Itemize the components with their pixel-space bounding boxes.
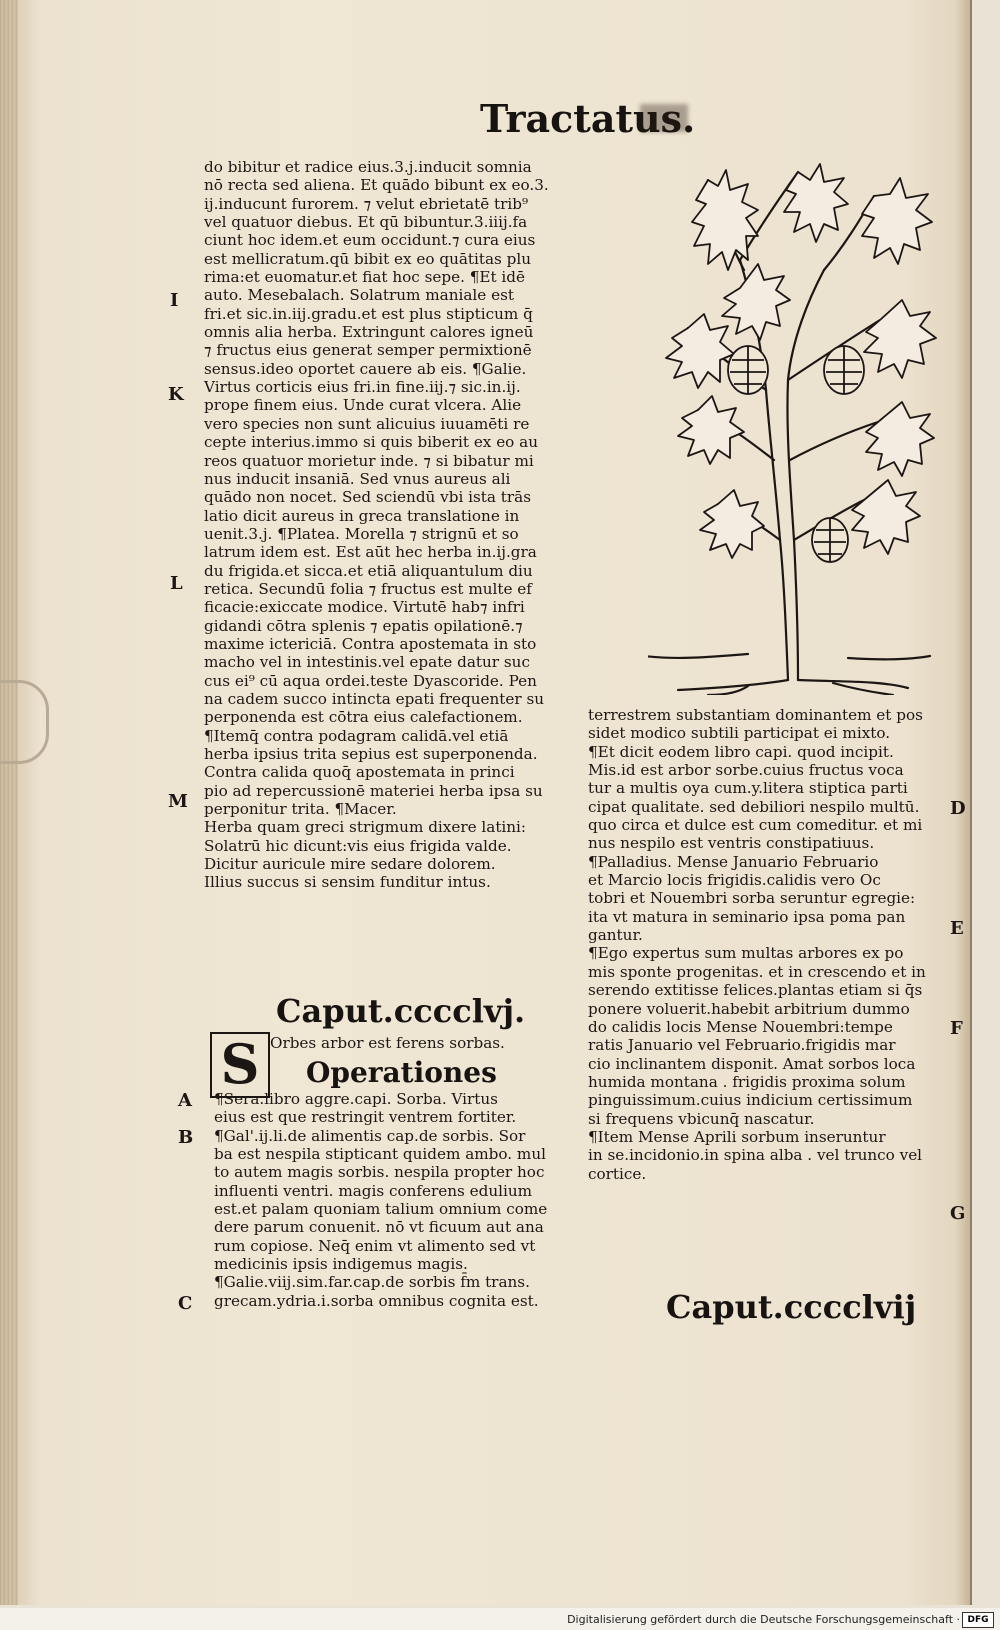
chapter-heading-left: Caput.cccclvj. — [276, 992, 526, 1030]
text-line: sensus.ideo oportet cauere ab eis. ¶Galie. — [204, 359, 527, 378]
text-line: reos quatuor morietur inde. ⁊ si bibatur mi — [204, 451, 534, 470]
text-line: gantur. — [588, 926, 643, 945]
dfg-logo: DFG — [962, 1612, 994, 1628]
text-line: rima:et euomatur.et fiat hoc sepe. ¶Et idē — [204, 268, 525, 287]
text-line: humida montana . frigidis proxima solum — [588, 1072, 906, 1091]
text-line: est mellicratum.qū bibit ex eo quātitas plu — [204, 249, 532, 268]
footer-text: Digitalisierung gefördert durch die Deutsche Forschungsgemeinschaft · — [567, 1613, 960, 1626]
text-line: ¶Galie.viij.sim.far.cap.de sorbis f̄m trans. — [214, 1273, 530, 1292]
text-line: ficacie:exiccate modice. Virtutē hab⁊ infri — [204, 598, 525, 617]
text-line: cipat qualitate. sed debiliori nespilo multū. — [588, 797, 920, 816]
page-edge — [0, 0, 18, 1605]
text-line: gidandi cōtra splenis ⁊ epatis opilationē.⁊ — [204, 616, 523, 635]
text-line: et Marcio locis frigidis.calidis vero Oc — [588, 871, 881, 890]
text-line: na cadem succo intincta epati frequenter su — [204, 689, 545, 708]
text-line: in se.incidonio.in spina alba . vel trunco vel — [588, 1146, 923, 1165]
ink-bleed — [640, 104, 688, 132]
text-line: nus inducit insaniā. Sed vnus aureus ali — [204, 469, 511, 488]
margin-letter: A — [178, 1090, 192, 1111]
left-column — [204, 158, 564, 892]
text-line: eius est que restringit ventrem fortiter. — [214, 1108, 517, 1127]
text-line: cortice. — [588, 1164, 647, 1183]
text-line: macho vel in intestinis.vel epate datur suc — [204, 653, 530, 672]
text-line: terrestrem substantiam dominantem et pos — [588, 706, 923, 724]
chapter-first-line: Orbes arbor est ferens sorbas. — [270, 1034, 505, 1052]
text-line: maxime ictericiā. Contra apostemata in sto — [204, 634, 537, 653]
margin-letter: M — [168, 791, 188, 812]
text-line: cus ei⁹ cū aqua ordei.teste Dyascoride. Pen — [204, 671, 537, 690]
text-line: ba est nespila stipticant quidem ambo. mul — [214, 1145, 546, 1164]
text-line: ciunt hoc idem.et eum occidunt.⁊ cura eius — [204, 231, 536, 250]
text-line: do bibitur et radice eius.3.j.inducit somnia — [204, 158, 532, 176]
text-line: fri.et sic.in.iij.gradu.et est plus stipticum q̄ — [204, 304, 533, 323]
text-line: Illius succus si sensim funditur intus. — [204, 873, 491, 892]
text-line: pinguissimum.cuius indicium certissimum — [588, 1091, 913, 1110]
text-line: perponitur trita. ¶Macer. — [204, 800, 397, 819]
text-line: cio inclinantem disponit. Amat sorbos loca — [588, 1054, 916, 1073]
text-line: quādo non nocet. Sed sciendū vbi ista trās — [204, 488, 531, 507]
text-line: si frequens vbicunq̄ nascatur. — [588, 1109, 815, 1128]
right-column — [588, 706, 948, 1183]
text-line: vel quatuor diebus. Et qū bibuntur.3.iiij.fa — [204, 213, 528, 232]
text-line: omnis alia herba. Extringunt calores igneū — [204, 323, 534, 342]
text-line: Solatrū hic dicunt:vis eius frigida valde. — [204, 836, 512, 855]
text-line: quo circa et dulce est cum comeditur. et mi — [588, 816, 923, 835]
text-line: to autem magis sorbis. nespila propter hoc — [214, 1163, 545, 1182]
text-line: mis sponte progenitas. et in crescendo et in — [588, 962, 926, 981]
running-head: Tractatus. — [480, 96, 696, 141]
text-line: tur a multis oya cum.y.litera stiptica parti — [588, 779, 908, 798]
text-line: auto. Mesebalach. Solatrum maniale est — [204, 286, 514, 305]
text-line: Herba quam greci strigmum dixere latini: — [204, 818, 527, 837]
text-line: du frigida.et sicca.et etiā aliquantulum diu — [204, 561, 533, 580]
text-line: perponenda est cōtra eius calefactionem. — [204, 708, 523, 727]
text-line: prope finem eius. Unde curat vlcera. Alie — [204, 396, 522, 415]
text-line: retica. Secundū folia ⁊ fructus est multe ef — [204, 579, 532, 598]
page-clasp — [0, 680, 49, 764]
margin-letter: B — [178, 1127, 194, 1148]
text-line: ¶Palladius. Mense Januario Februario — [588, 852, 879, 871]
text-line: ¶Sera.libro aggre.capi. Sorba. Virtus — [214, 1090, 498, 1108]
text-line: rum copiose. Neq̄ enim vt alimento sed vt — [214, 1236, 536, 1255]
text-line: influenti ventri. magis conferens edulium — [214, 1181, 533, 1200]
text-line: Contra calida quoq̄ apostemata in princi — [204, 763, 515, 782]
text-line: Dicitur auricule mire sedare dolorem. — [204, 855, 496, 874]
margin-letter: E — [950, 918, 964, 939]
text-line: cepte interius.immo si quis biberit ex eo au — [204, 433, 538, 452]
text-line: ponere voluerit.habebit arbitrium dummo — [588, 999, 910, 1018]
text-line: latrum idem est. Est aūt hec herba in.ij.gra — [204, 543, 537, 562]
text-line: ratis Januario vel Februario.frigidis mar — [588, 1036, 896, 1055]
margin-letter: C — [178, 1293, 193, 1314]
digitization-footer — [0, 1608, 1000, 1630]
text-line: ita vt matura in seminario ipsa poma pan — [588, 907, 906, 926]
text-line: tobri et Nouembri sorba seruntur egregie: — [588, 889, 916, 908]
text-line: ¶Item Mense Aprili sorbum inseruntur — [588, 1127, 886, 1146]
margin-letter: K — [168, 384, 184, 405]
operationes-column — [214, 1090, 564, 1310]
chapter-heading-right: Caput.cccclvij — [666, 1288, 917, 1326]
sorb-tree-woodcut — [648, 160, 948, 695]
text-line: est.et palam quoniam talium omnium come — [214, 1200, 548, 1219]
text-line: ¶Itemq̄ contra podagram calidā.vel etiā — [204, 726, 509, 745]
text-line: vero species non sunt alicuius iuuamēti re — [204, 414, 530, 433]
text-line: ¶Gal'.ij.li.de alimentis cap.de sorbis. Sor — [214, 1126, 526, 1145]
text-line: herba ipsius trita sepius est superponenda. — [204, 745, 538, 763]
text-line: nō recta sed aliena. Et quādo bibunt ex eo.3. — [204, 176, 549, 195]
text-line: uenit.3.j. ¶Platea. Morella ⁊ strignū et so — [204, 524, 519, 543]
decorated-initial: S — [210, 1032, 270, 1098]
text-line: dere parum conuenit. nō vt ficuum aut ana — [214, 1218, 544, 1237]
operationes-heading: Operationes — [306, 1056, 497, 1089]
text-line: serendo extitisse felices.plantas etiam si q̄s — [588, 981, 923, 1000]
text-line: Mis.id est arbor sorbe.cuius fructus voca — [588, 761, 904, 780]
margin-letter: G — [950, 1203, 966, 1224]
text-line: pio ad repercussionē materiei herba ipsa su — [204, 781, 543, 800]
text-line: latio dicit aureus in greca translatione in — [204, 506, 520, 525]
text-line: ¶Ego expertus sum multas arbores ex po — [588, 944, 904, 963]
text-line: grecam.ydria.i.sorba omnibus cognita est. — [214, 1291, 539, 1310]
text-line: ij.inducunt furorem. ⁊ velut ebrietatē trib⁹ — [204, 194, 529, 213]
text-line: Virtus corticis eius fri.in fine.iij.⁊ sic.in.ij. — [204, 378, 521, 397]
text-line: do calidis locis Mense Nouembri:tempe — [588, 1017, 893, 1036]
margin-letter: D — [950, 798, 966, 819]
text-line: sidet modico subtili participat ei mixto. — [588, 724, 891, 743]
text-line: medicinis ipsis indigemus magis. — [214, 1255, 468, 1274]
text-line: nus nespilo est ventris constipatiuus. — [588, 834, 875, 853]
margin-letter: L — [170, 573, 183, 594]
margin-letter: I — [170, 290, 179, 311]
text-line: ¶Et dicit eodem libro capi. quod incipit. — [588, 742, 894, 761]
margin-letter: F — [950, 1018, 963, 1039]
text-line: ⁊ fructus eius generat semper permixtionē — [204, 341, 532, 360]
